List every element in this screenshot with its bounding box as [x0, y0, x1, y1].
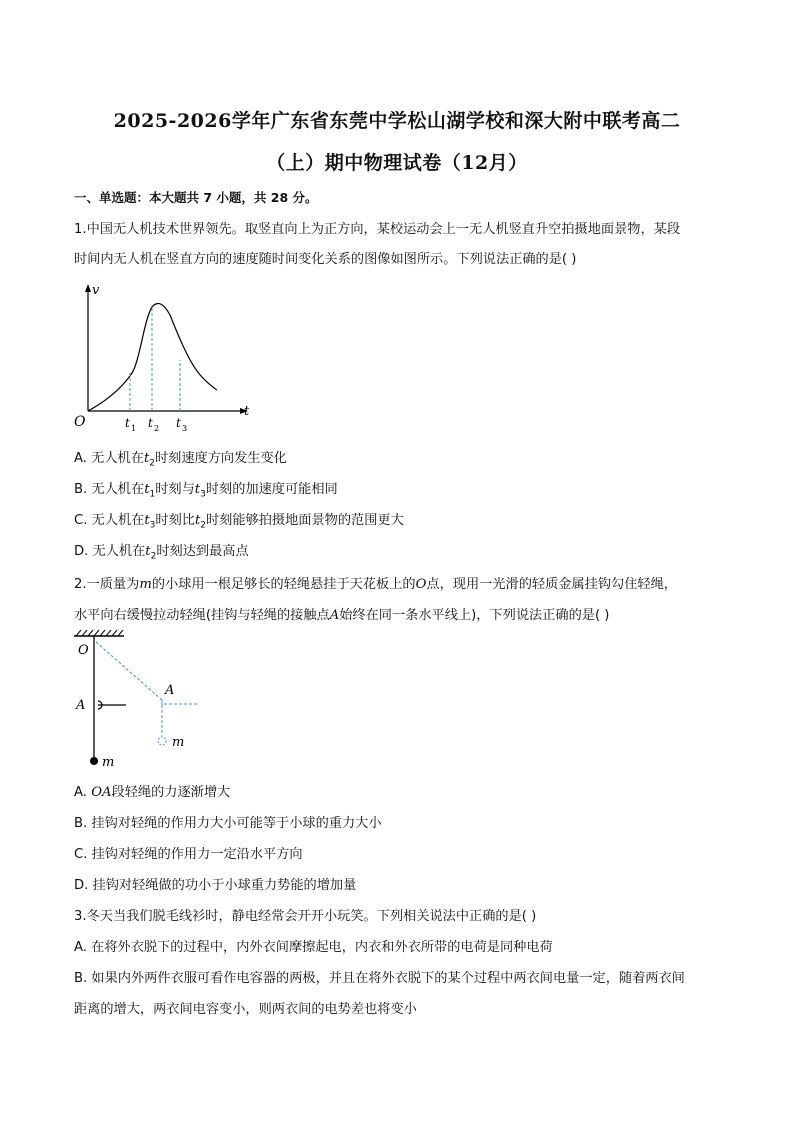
q1-option-d[interactable]: D. 无人机在$t_2$时刻达到最高点: [74, 544, 249, 562]
section-heading: 一、单选题：本大题共 7 小题，共 28 分。: [74, 190, 318, 205]
v-axis-label: v: [92, 283, 100, 298]
q2-rope-hook-diagram: [70, 628, 210, 776]
q2-option-b[interactable]: B. 挂钩对轻绳的作用力大小可能等于小球的重力大小: [74, 816, 382, 831]
q1-option-b[interactable]: B. 无人机在$t_1$时刻与$t_3$时刻的加速度可能相同: [74, 482, 338, 500]
t-axis-label: t: [244, 404, 250, 419]
q1-stem-line2: 时间内无人机在竖直方向的速度随时间变化关系的图像如图所示。下列说法正确的是( ): [74, 252, 577, 267]
q3-option-a[interactable]: A. 在将外衣脱下的过程中，内外衣间摩擦起电，内衣和外衣所带的电荷是同种电荷: [74, 940, 553, 955]
q2-stem-line2: 水平向右缓慢拉动轻绳(挂钩与轻绳的接触点A始终在同一条水平线上)，下列说法正确的是( ): [74, 608, 610, 623]
exam-title-line2: （上）期中物理试卷（12月）: [266, 152, 528, 174]
origin-label: O: [74, 414, 86, 430]
q1-velocity-time-graph: [70, 280, 260, 435]
m-right-label: m: [172, 735, 185, 750]
t3-subscript: 3: [182, 424, 188, 433]
t1-subscript: 1: [131, 424, 137, 433]
q1-option-c[interactable]: C. 无人机在$t_3$时刻比$t_2$时刻能够拍摄地面景物的范围更大: [74, 513, 404, 531]
q2-option-a[interactable]: A. OA段轻绳的力逐渐增大: [74, 785, 231, 800]
t2-subscript: 2: [154, 424, 160, 433]
exam-title-line1: 2025-2026学年广东省东莞中学松山湖学校和深大附中联考高二: [113, 110, 681, 132]
v-axis-arrow: [85, 284, 91, 292]
q1-stem-line1: 1.中国无人机技术世界领先。取竖直向上为正方向，某校运动会上一无人机竖直升空拍摄地面景物，某段: [74, 222, 681, 237]
m-bottom-label: m: [102, 755, 115, 770]
q3-option-b-line2: 距离的增大，两衣间电容变小，则两衣间的电势差也将变小: [74, 1002, 417, 1017]
t1-label: t: [125, 416, 130, 430]
t3-label: t: [176, 416, 181, 430]
O-label: O: [78, 643, 89, 658]
A-right-label: A: [165, 683, 175, 698]
A-left-label: A: [76, 698, 86, 713]
q2-stem-line1: 2.一质量为m的小球用一根足够长的轻绳悬挂于天花板上的O点，现用一光滑的轻质金属挂钩勾住轻绳，: [74, 577, 677, 592]
displaced-rope: [96, 642, 162, 700]
q2-option-c[interactable]: C. 挂钩对轻绳的作用力一定沿水平方向: [74, 847, 303, 862]
q3-stem: 3.冬天当我们脱毛线衫时，静电经常会开开小玩笑。下列相关说法中正确的是( ): [74, 909, 537, 924]
ball: [90, 757, 98, 765]
q1-option-a[interactable]: A. 无人机在$t_2$时刻速度方向发生变化: [74, 451, 287, 469]
ceiling-hatching: [76, 630, 123, 636]
displaced-ball: [158, 737, 166, 745]
q3-option-b-line1[interactable]: B. 如果内外两件衣服可看作电容器的两极，并且在将外衣脱下的某个过程中两衣间电量一定，随着两衣间: [74, 971, 685, 986]
q2-option-d[interactable]: D. 挂钩对轻绳做的功小于小球重力势能的增加量: [74, 878, 357, 893]
t2-label: t: [148, 416, 153, 430]
